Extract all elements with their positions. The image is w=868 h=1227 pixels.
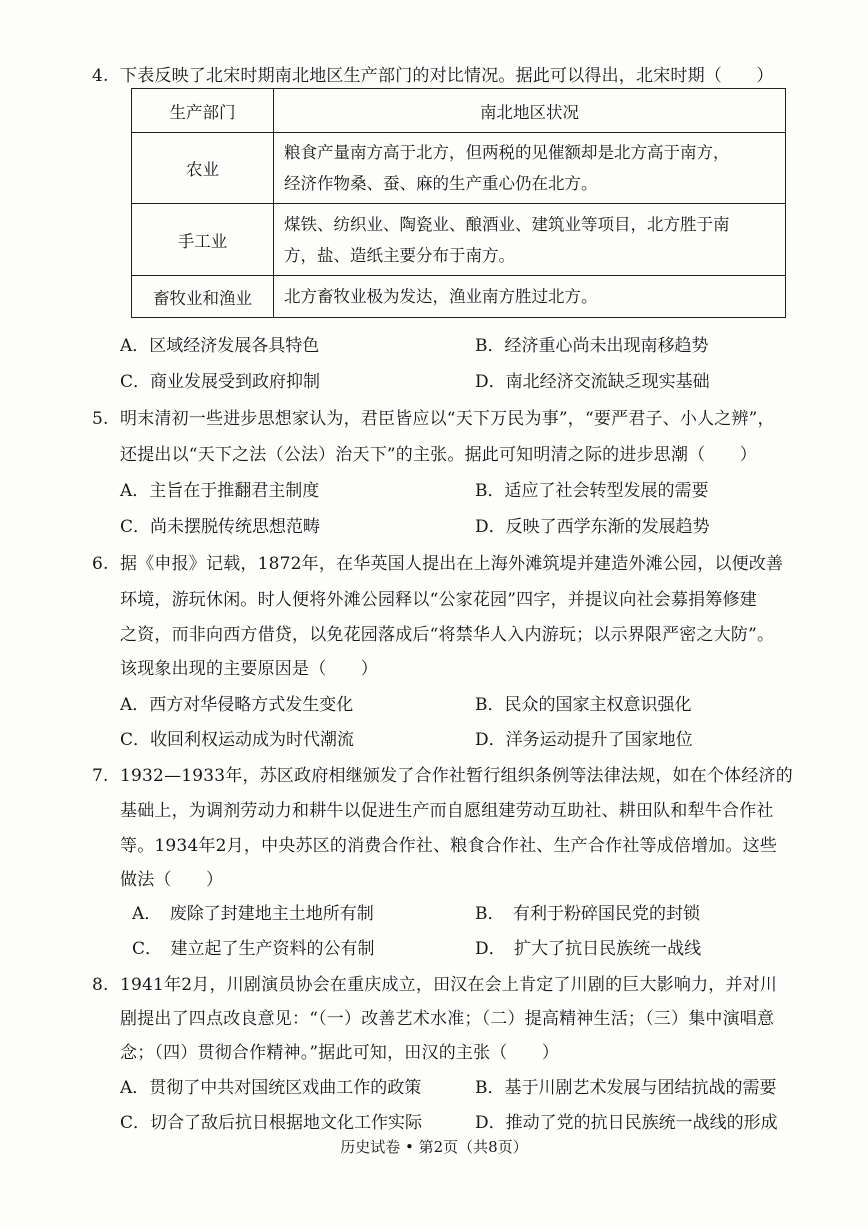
table-cell-status: 粮食产量南方高于北方，但两税的见催额却是北方高于南方， 经济作物桑、蚕、麻的生产重心仍在北方。: [274, 133, 786, 204]
q6-option-b[interactable]: B．民众的国家主权意识强化: [475, 695, 692, 715]
q4-option-d[interactable]: D．南北经济交流缺乏现实基础: [475, 372, 710, 392]
table-header-row: [132, 89, 786, 133]
q8-option-c[interactable]: C．切合了敌后抗日根据地文化工作实际: [120, 1113, 423, 1133]
table-header-status: 南北地区状况: [274, 89, 786, 133]
q5-stem-line: 还提出以“天下之法（公法）治天下”的主张。据此可知明清之际的进步思潮（ ）: [120, 445, 757, 465]
q6-stem-line: 环境，游玩休闲。时人便将外滩公园释以“公家花园”四字，并提议向社会募捐筹修建: [120, 590, 757, 610]
q5-option-a[interactable]: A．主旨在于推翻君主制度: [120, 481, 320, 501]
table-cell-status: 煤铁、纺织业、陶瓷业、酿酒业、建筑业等项目，北方胜于南 方，盐、造纸主要分布于南方。: [274, 204, 786, 276]
q6-stem-line: 该现象出现的主要原因是（ ）: [120, 659, 378, 679]
q5-stem: 5. 明末清初一些进步思想家认为，君臣皆应以“天下万民为事”，“要严君子、小人之辨”，: [92, 409, 775, 429]
page-footer: 历史试卷 • 第2页（共8页）: [340, 1138, 528, 1156]
q8-option-b[interactable]: B．基于川剧艺术发展与团结抗战的需要: [475, 1078, 777, 1098]
q7-option-c[interactable]: C． 建立起了生产资料的公有制: [132, 939, 375, 959]
table-row: [132, 204, 786, 276]
q7-number: 7.: [92, 766, 109, 786]
table-header-dept: 生产部门: [132, 89, 274, 133]
q6-option-d[interactable]: D．洋务运动提升了国家地位: [475, 730, 693, 750]
q6-option-c[interactable]: C．收回利权运动成为时代潮流: [120, 730, 355, 750]
q8-stem: 8. 1941年2月，川剧演员协会在重庆成立，田汉在会上肯定了川剧的巨大影响力，并对川: [92, 975, 778, 995]
q5-option-d[interactable]: D．反映了西学东渐的发展趋势: [475, 517, 710, 537]
q8-option-d[interactable]: D．推动了党的抗日民族统一战线的形成: [475, 1113, 778, 1133]
q7-stem-line: 基础上，为调剂劳动力和耕牛以促进生产而自愿组建劳动互助社、耕田队和犁牛合作社: [120, 801, 774, 821]
q5-option-c[interactable]: C．尚未摆脱传统思想范畴: [120, 517, 321, 537]
q7-option-b[interactable]: B． 有利于粉碎国民党的封锁: [475, 904, 700, 924]
q6-number: 6.: [92, 554, 109, 574]
q7-option-a[interactable]: A． 废除了封建地主土地所有制: [132, 904, 374, 924]
table-row: [132, 276, 786, 318]
table-cell-dept: 畜牧业和渔业: [132, 276, 274, 318]
q6-stem-line: 之资，而非向西方借贷，以免花园落成后“将禁华人入内游玩；以示界限严密之大防”。: [120, 625, 775, 645]
q5-number: 5.: [92, 409, 109, 429]
table-cell-dept: 手工业: [132, 204, 274, 276]
table-cell-dept: 农业: [132, 133, 274, 204]
q8-stem-line: 念；（四）贯彻合作精神。”据此可知，田汉的主张（ ）: [120, 1043, 560, 1063]
q4-option-b[interactable]: B．经济重心尚未出现南移趋势: [475, 336, 709, 356]
q4-number: 4.: [92, 66, 109, 86]
q4-option-a[interactable]: A．区域经济发展各具特色: [120, 336, 320, 356]
q4-stem: 4. 下表反映了北宋时期南北地区生产部门的对比情况。据此可以得出，北宋时期（ ）: [92, 66, 774, 86]
q8-number: 8.: [92, 975, 109, 995]
table-row: [132, 133, 786, 204]
q6-option-a[interactable]: A．西方对华侵略方式发生变化: [120, 695, 354, 715]
q8-stem-line: 剧提出了四点改良意见：“（一）改善艺术水准；（二）提高精神生活；（三）集中演唱意: [120, 1009, 775, 1029]
q7-option-d[interactable]: D． 扩大了抗日民族统一战线: [475, 939, 702, 959]
q5-option-b[interactable]: B．适应了社会转型发展的需要: [475, 481, 709, 501]
q6-stem: 6. 据《申报》记载，1872年，在华英国人提出在上海外滩筑堤并建造外滩公园，以便改善: [92, 554, 784, 574]
q7-stem-line: 等。1934年2月，中央苏区的消费合作社、粮食合作社、生产合作社等成倍增加。这些: [120, 836, 778, 856]
q4-table: [131, 88, 786, 318]
q7-stem-line: 做法（ ）: [120, 870, 224, 890]
q7-stem: 7. 1932—1933年，苏区政府相继颁发了合作社暂行组织条例等法律法规，如在个体经济的: [92, 766, 793, 786]
table-cell-status: 北方畜牧业极为发达，渔业南方胜过北方。: [274, 276, 786, 318]
q8-option-a[interactable]: A．贯彻了中共对国统区戏曲工作的政策: [120, 1078, 422, 1098]
q4-option-c[interactable]: C．商业发展受到政府抑制: [120, 372, 321, 392]
